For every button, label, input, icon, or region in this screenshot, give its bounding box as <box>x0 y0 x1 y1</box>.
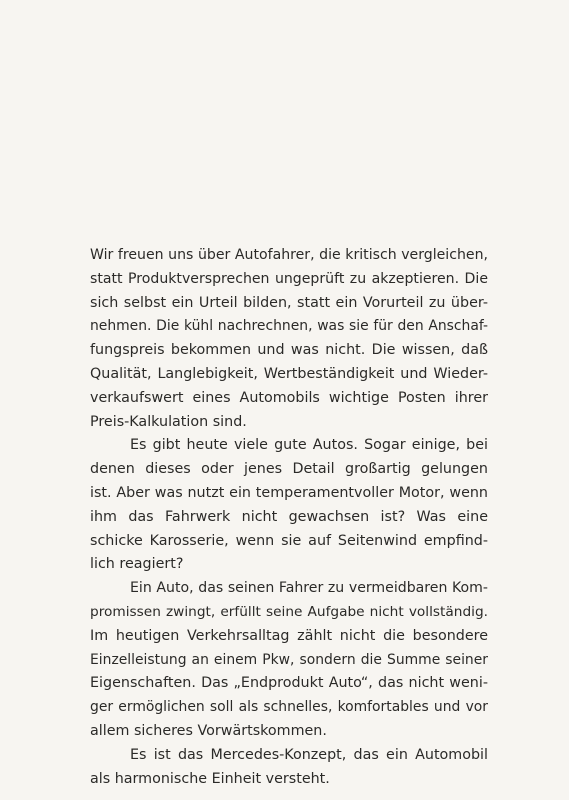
paragraph-4-line-1: Es ist das Mercedes-Konzept, das ein Automobil <box>130 746 488 763</box>
paragraph-3-line-3: Im heutigen Verkehrsalltag zählt nicht die besondere <box>90 627 488 644</box>
paragraph-2-line-4: ihm das Fahrwerk nicht gewachsen ist? Was eine <box>90 508 488 525</box>
paragraph-2-line-2: denen dieses oder jenes Detail großartig gelungen <box>90 461 488 478</box>
paragraph-1-line-1: Wir freuen uns über Autofahrer, die kritisch vergleichen, <box>90 247 488 263</box>
paragraph-1-line-5: fungspreis bekommen und was nicht. Die wissen, daß <box>90 342 488 359</box>
paragraph-2-line-6: lich reagiert? <box>90 556 184 573</box>
paragraph-1-line-8: Preis-Kalkulation sind. <box>90 413 247 430</box>
paragraph-3-line-6: ger ermöglichen soll als schnelles, komfortables und vor <box>90 699 488 716</box>
paragraph-3-line-7: allem sicheres Vorwärtskommen. <box>90 722 327 739</box>
paragraph-2-line-3: ist. Aber was nutzt ein temperamentvoller Motor, wenn <box>90 484 488 501</box>
paragraph-1-line-6: Qualität, Langlebigkeit, Wertbeständigkeit und Wieder- <box>90 365 488 382</box>
paragraph-1-line-3: sich selbst ein Urteil bilden, statt ein Vorurteil zu über- <box>90 294 488 311</box>
paragraph-3-line-2: promissen zwingt, erfüllt seine Aufgabe nicht vollständig. <box>90 603 488 620</box>
paragraph-1-line-4: nehmen. Die kühl nachrechnen, was sie für den Anschaf- <box>90 318 488 335</box>
paragraph-1-line-2: statt Produktversprechen ungeprüft zu akzeptieren. Die <box>90 270 488 287</box>
paragraph-4-line-2: als harmonische Einheit versteht. <box>90 770 330 787</box>
paragraph-3-line-5: Eigenschaften. Das „Endprodukt Auto“, das nicht weni- <box>90 675 488 692</box>
paragraph-1-line-7: verkaufswert eines Automobils wichtige Posten ihrer <box>90 389 488 406</box>
body-text <box>90 244 488 791</box>
paragraph-3-line-1: Ein Auto, das seinen Fahrer zu vermeidbaren Kom- <box>130 580 488 597</box>
paragraph-3-line-4: Einzelleistung an einem Pkw, sondern die Summe seiner <box>90 651 488 668</box>
paragraph-2-line-5: schicke Karosserie, wenn sie auf Seitenwind empfind- <box>90 532 488 549</box>
paragraph-2-line-1: Es gibt heute viele gute Autos. Sogar einige, bei <box>130 437 488 454</box>
